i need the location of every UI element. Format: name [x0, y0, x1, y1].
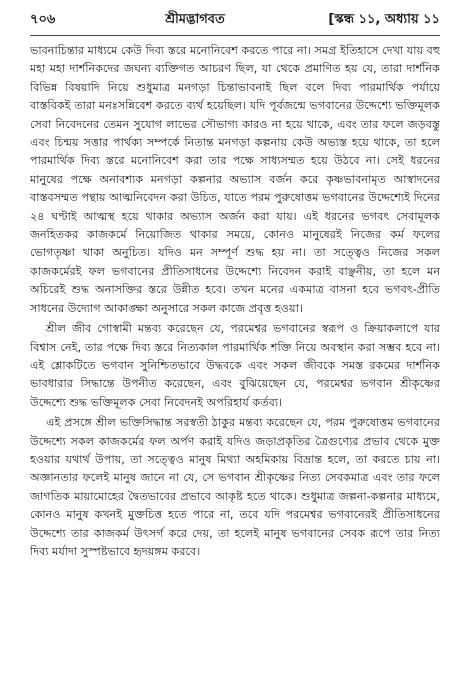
paragraph-3: এই প্রসঙ্গে শ্রীল ভক্তিসিদ্ধান্ত সরস্বতী ঠাকুর মন্তব্য করেছেন যে, পরম পুরুষোত্তম ভগবানের উদ্দেশ্যে সকল কাজকর্মের ফল অর্পণ করাই যদিও জড়াপ্রকৃতির ত্রৈগুণ্যের প্রভাব থেকে মুক্ত হওয়ার যথার্থ উপায়, তা সত্ত্বেও মানুষ মিথ্যা অহমিকায় বিভ্রান্ত হলে, তা করতে চায় না। অজ্ঞানতার ফলেই মানুষ জানে না যে, সে ভগবান শ্রীকৃষ্ণের নিত্য সেবকমাত্র এবং তার ফলে জাগতিক মায়ামোহের দ্বৈতভাবের প্রভাবে আকৃষ্ট হতে থাকে। শুধুমাত্র জল্পনা-কল্পনার মাধ্যমে, কোনও মানুষ কখনই মুক্তচিত্ত হতে পারে না, তবে যদি পরমেশ্বর ভগবানেরই প্রীতিসাধনের উদ্দেশ্যে তার কাজকর্ম উৎসর্গ করে দেয়, তা হলেই মানুষ ভগবানের সেবক রূপে তার নিত্য দিব্য মর্যাদা সুস্পষ্টভাবে হৃদয়ঙ্গম করবে। [30, 416, 440, 558]
book-page [30, 10, 440, 690]
paragraph-1: ভাবনাচিন্তার মাধ্যমে কেউ দিব্য স্তরে মনোনিবেশ করতে পারে না। সমগ্র ইতিহাসে দেখা যায় বহু মহা মহা দার্শনিকদের জঘন্য ব্যক্তিগত আচরণ ছিল, যা থেকে প্রমাণিত হয় যে, তারা দার্শনিক বিভিন্ন বিষয়াদি নিয়ে শুধুমাত্র মনগড়া চিন্তাভাবনাই ছিল বলে দিব্য পারমার্থিক পর্যায়ে বাস্তবিকই তারা মনঃসন্নিবেশ করতে ব্যর্থ হয়েছিল। যদি পূর্বজন্মে ভগবানের উদ্দেশ্যে ভক্তিমূলক সেবা নিবেদনের তেমন সুযোগ লাভের সৌভাগ্য কারও না হয়ে থাকে, এবং তার ফলে জড়বস্তু এবং চিন্ময় সত্তার পার্থক্য সম্পর্কে নিতান্ত মনগড়া কল্পনায় কেউ অভ্যস্ত হয়ে থাকে, তা হলে পারমার্থিক দিব্য স্তরে মনোনিবেশ করা তার পক্ষে সাধ্যসম্মত হয়ে উঠবে না। সেই ধরনের মানুষের পক্ষে অনাবশ্যক মনগড়া কল্পনার অভ্যাস বর্জন করে কৃষ্ণভাবনামৃত আস্বাদনের বাস্তবসম্মত পন্থায় আত্মনিবেদন করা উচিত, যাতে পরম পুরুষোত্তম ভগবানের উদ্দেশ্যেই দিনের ২৪ ঘণ্টাই আত্মস্থ হয়ে থাকার অভ্যাস অর্জন করা যায়। এই ধরনের ভগবৎ সেবামূলক জনহিতকর কাজকর্মে নিয়োজিত থাকার সময়ে, কোনও মানুষেরই নিজের কর্ম ফলের ভোগতৃষ্ণা থাকা অনুচিত। যদিও মন সম্পূর্ণ শুদ্ধ হয় না। তা সত্ত্বেও নিজের সকল কাজকর্মেরই ফল ভগবানের প্রীতিসাধনের উদ্দেশ্যে নিবেদন করাই বাঞ্ছনীয়, তা হলে মন অচিরেই শুদ্ধ অনাসক্তির স্তরে উন্নীত হবে। তখন মনের একমাত্র বাসনা হবে ভগবৎ-প্রীতি সাধনের উদ্যোগ আকাঙ্ক্ষা অনুসারে সকল কাজে প্রবৃত্ত হওয়া। [30, 44, 440, 315]
chapter-info: [স্কন্ধ ১১, অধ্যায় ১১ [328, 12, 440, 27]
page-number: ৭০৬ [30, 12, 56, 27]
book-title: শ্রীমদ্ভাগবত [165, 12, 225, 27]
page-header [30, 10, 440, 36]
paragraph-2: শ্রীল জীব গোস্বামী মন্তব্য করেছেন যে, পরমেশ্বর ভগবানের স্বরূপ ও ক্রিয়াকলাপে যার বিশ্বাস নেই, তার পক্ষে দিব্য স্তরে নিত্যকাল পারমার্থিক শক্তি নিয়ে অবস্থান করা সম্ভব হবে না। এই শ্লোকটিতে ভগবান সুনিশ্চিতভাবে উদ্ধবকে এবং সকল জীবকে সমস্ত রকমের দার্শনিক ভাবধারার সিদ্ধান্তে উপনীত করেছেন, এবং বুঝিয়েছেন যে, পরমেশ্বর ভগবান শ্রীকৃষ্ণের উদ্দেশ্যে শুদ্ধ ভক্তিমূলক সেবা নিবেদনই অপরিহার্য কর্তব্য। [30, 322, 440, 409]
page-body [30, 42, 440, 561]
